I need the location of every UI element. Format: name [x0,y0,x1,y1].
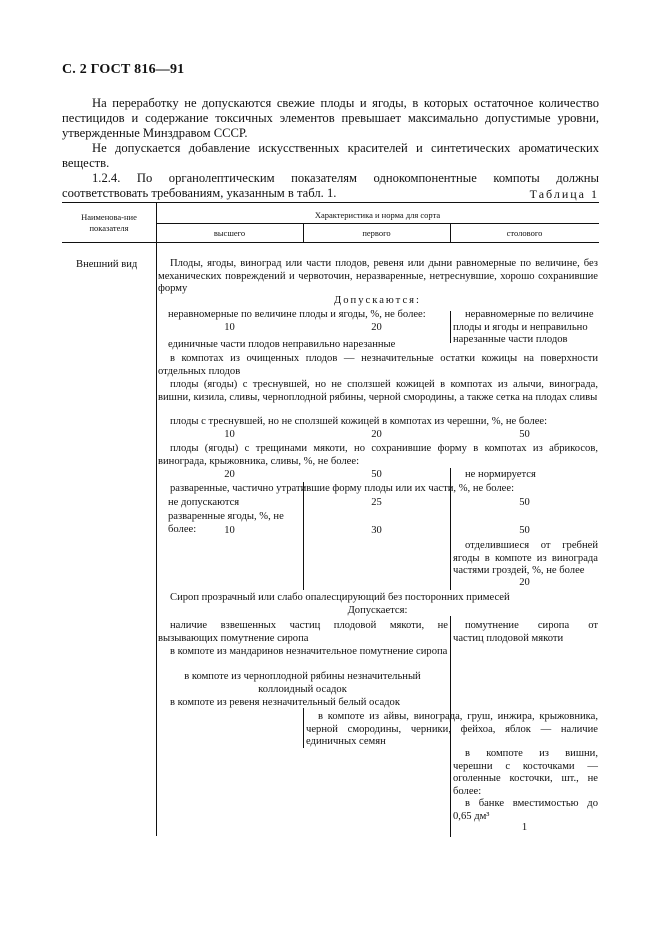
a8-text: разваренные ягоды, %, не более: [168,511,284,535]
a5-value-table: 50 [519,429,530,440]
a3-text: в компотах из очищенных плодов — незначительные остатки кожицы на поверхности отдельных плодов [158,353,598,377]
s7-text: в банке вместимостью до 0,65 дм³ [453,798,598,822]
header-grade-highest: высшего [213,228,246,238]
a6-text: плоды (ягоды) с трещинами мякоти, но сохранившие форму в компотах из абрикосов, винограда, крыжовника, сливы, %, не более: [158,443,598,467]
header-characteristic: Характеристика и норма для сорта [314,210,441,220]
a6-value-highest: 20 [224,469,235,480]
a6-value-table: не нормируется [465,469,536,480]
table-header-mid-rule [156,223,599,224]
a6-value-first: 50 [371,469,382,480]
header-grade-first: первого [362,228,391,238]
a5-value-highest: 10 [224,429,235,440]
grade-separator [303,708,304,748]
a1-value-table: неравномерные по величине плоды и ягоды и неправильно нарезанные части плодов [453,309,594,345]
a9-value-table: 20 [519,577,530,588]
intro-paragraph-3: 1.2.4. По органолептическим показателям однокомпонентные компоты должны соответствовать требованиям, указанным в табл. 1. [62,171,599,200]
s5-text: в компоте из айвы, винограда, груш, инжира, крыжовника, черной смородины, черники, фейхоа, яблок — наличие единичных семян [306,711,598,747]
s1-text: наличие взвешенных частиц плодовой мякоти, не вызывающих помутнение сиропа [158,620,448,644]
table-header-bottom-rule [62,242,599,243]
s4-text: в компоте из ревеня незначительный белый осадок [170,697,400,708]
s1-value-table: помутнение сиропа от частиц плодовой мякоти [453,620,598,644]
syrup-text: Сироп прозрачный или слабо опалесцирующий без посторонних примесей [170,592,510,603]
a7-value-highest: не допускаются [168,497,240,508]
a8-value-highest: 10 [224,525,235,536]
s7-value-table: 1 [521,822,528,833]
s3-text: в компоте из черноплодной рябины незначительный коллоидный осадок [184,671,421,695]
allowed-heading: Допускаются: [334,295,421,306]
a8-value-table: 50 [519,525,530,536]
a8-value-first: 30 [371,525,382,536]
a7-value-first: 25 [371,497,382,508]
a4-text: плоды (ягоды) с треснувшей, но не сползшей кожицей в компотах из алычи, винограда, вишни, кизила, сливы, черноплодной рябины, черной смородины, а также сетка на плодах сливы [158,379,598,403]
a5-value-first: 20 [371,429,382,440]
a1-value-highest: 10 [224,322,235,333]
page-header: С. 2 ГОСТ 816—91 [62,62,185,77]
a2-text: единичные части плодов неправильно нарезанные [168,339,396,350]
s2-text: в компоте из мандаринов незначительное помутнение сиропа [170,646,448,657]
intro-paragraph-2: Не допускается добавление искусственных красителей и синтетических ароматических веществ. [62,141,599,170]
s6-text: в компоте из вишни, черешни с косточками — оголенные косточки, шт., не более: [453,748,598,797]
appearance-main-text: Плоды, ягоды, виноград или части плодов, ревеня или дыни равномерные по величине, без механических повреждений и червоточин, неразваренные, нетреснувшие, хорошо сохранившие форму [158,258,598,294]
a7-value-table: 50 [519,497,530,508]
table-top-rule [62,202,599,203]
intro-paragraph-1: На переработку не допускаются свежие плоды и ягоды, в которых остаточное количество пестицидов и содержание токсичных элементов превышает максимально допустимые уровни, утвержденные Минздравом СССР. [62,96,599,140]
header-indicator: Наименова-ние показателя [81,212,137,233]
table-label: Таблица 1 [529,187,599,201]
header-grade-table: столового [506,228,543,238]
allowed-heading-2: Допускается: [347,605,408,616]
a5-text: плоды с треснувшей, но не сползшей кожицей в компотах из черешни, %, не более: [170,416,548,427]
a7-text: разваренные, частично утратившие форму плоды или их части, %, не более: [170,483,515,494]
a9-text: отделившиеся от гребней ягоды в компоте из винограда частями гроздей, %, не более [453,540,598,576]
a1-value-first: 20 [371,322,382,333]
row-name-appearance: Внешний вид [76,259,138,270]
a1-text: неравномерные по величине плоды и ягоды, %, не более: [168,309,426,320]
